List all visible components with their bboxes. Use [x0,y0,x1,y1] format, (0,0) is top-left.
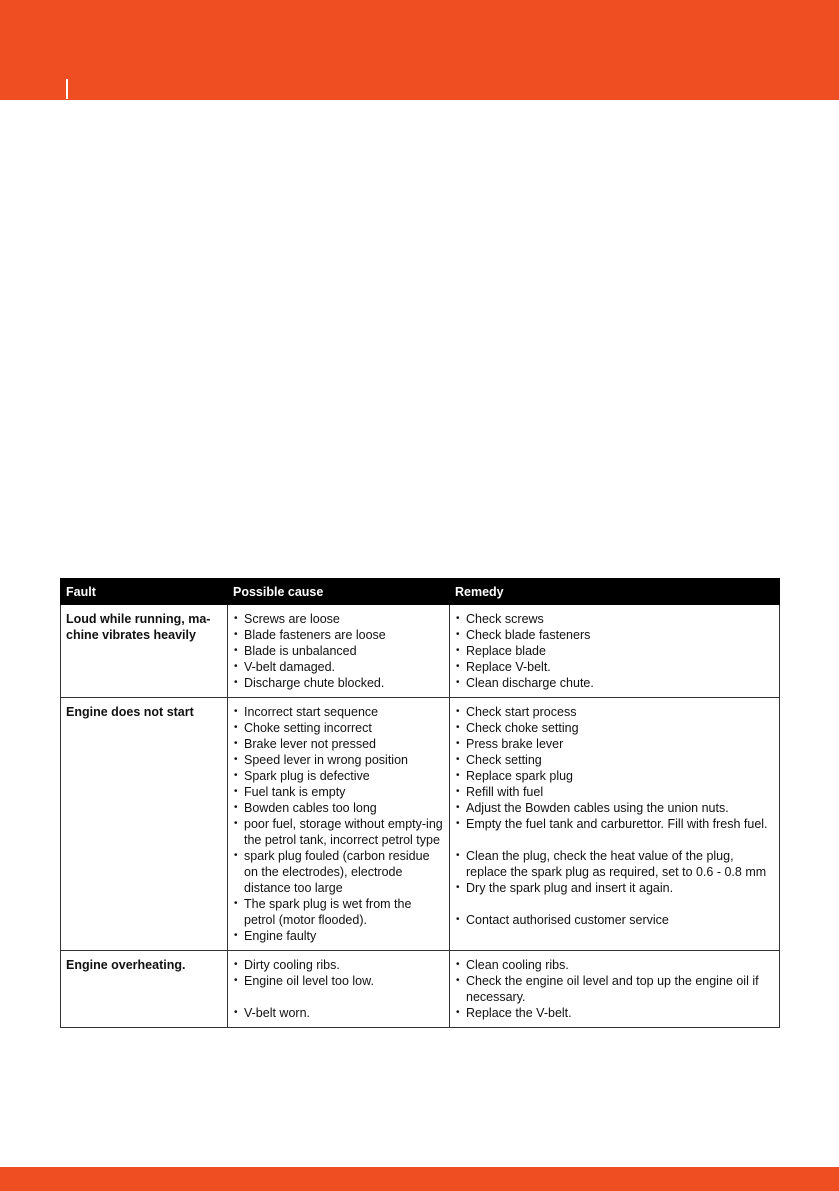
remedy-item: • Press brake lever [455,736,774,752]
remedy-item: • Replace V-belt. [455,659,774,675]
cause-item: • Spark plug is defective [233,768,444,784]
cause-item: • Bowden cables too long [233,800,444,816]
remedy-item: • Check choke setting [455,720,774,736]
table-header-row [61,579,780,605]
cause-item: • Dirty cooling ribs. [233,957,444,973]
remedy-item: • Replace spark plug [455,768,774,784]
remedy-item: • Replace the V-belt. [455,1005,774,1021]
table-row [61,698,780,951]
fault-cell: Engine does not start [61,698,228,951]
banner-marker [66,79,68,99]
remedy-item: • Empty the fuel tank and carburettor. Fill with fresh fuel. [455,816,774,832]
cause-item: • Brake lever not pressed [233,736,444,752]
remedy-cell [450,605,780,698]
remedy-item: • Clean discharge chute. [455,675,774,691]
remedy-item: • Dry the spark plug and insert it again. [455,880,774,896]
remedy-item: • Check screws [455,611,774,627]
bottom-band [0,1167,839,1191]
troubleshooting-table [60,578,780,1028]
cause-item: • Engine oil level too low. [233,973,444,989]
remedy-item: • Check setting [455,752,774,768]
spacer-item [233,989,444,1005]
spacer-item [455,896,774,912]
remedy-item: • Clean cooling ribs. [455,957,774,973]
cause-item: • Fuel tank is empty [233,784,444,800]
cause-item: • The spark plug is wet from the petrol (motor flooded). [233,896,444,928]
cause-item: • Blade is unbalanced [233,643,444,659]
remedy-item: • Clean the plug, check the heat value of the plug, replace the spark plug as required, set to 0.6 - 0.8 mm [455,848,774,880]
header-cause: Possible cause [228,579,450,605]
cause-item: • Engine faulty [233,928,444,944]
spacer-item [455,832,774,848]
remedy-item: • Check start process [455,704,774,720]
cause-cell [228,951,450,1028]
remedy-item: • Adjust the Bowden cables using the union nuts. [455,800,774,816]
header-remedy: Remedy [450,579,780,605]
cause-item: • Blade fasteners are loose [233,627,444,643]
remedy-item: • Refill with fuel [455,784,774,800]
remedy-item: • Contact authorised customer service [455,912,774,928]
remedy-item: • Replace blade [455,643,774,659]
fault-cell: Loud while running, ma-chine vibrates heavily [61,605,228,698]
table-row [61,605,780,698]
cause-item: • Discharge chute blocked. [233,675,444,691]
cause-item: • V-belt damaged. [233,659,444,675]
cause-item: • Speed lever in wrong position [233,752,444,768]
cause-item: • Incorrect start sequence [233,704,444,720]
remedy-cell [450,698,780,951]
cause-item: • V-belt worn. [233,1005,444,1021]
cause-item: • Choke setting incorrect [233,720,444,736]
cause-cell [228,698,450,951]
cause-item: • spark plug fouled (carbon residue on the electrodes), electrode distance too large [233,848,444,896]
cause-item: • Screws are loose [233,611,444,627]
remedy-item: • Check the engine oil level and top up the engine oil if necessary. [455,973,774,1005]
header-fault: Fault [61,579,228,605]
fault-cell: Engine overheating. [61,951,228,1028]
top-banner [0,0,839,100]
remedy-item: • Check blade fasteners [455,627,774,643]
cause-cell [228,605,450,698]
cause-item: • poor fuel, storage without empty-ing the petrol tank, incorrect petrol type [233,816,444,848]
remedy-cell [450,951,780,1028]
table-row [61,951,780,1028]
